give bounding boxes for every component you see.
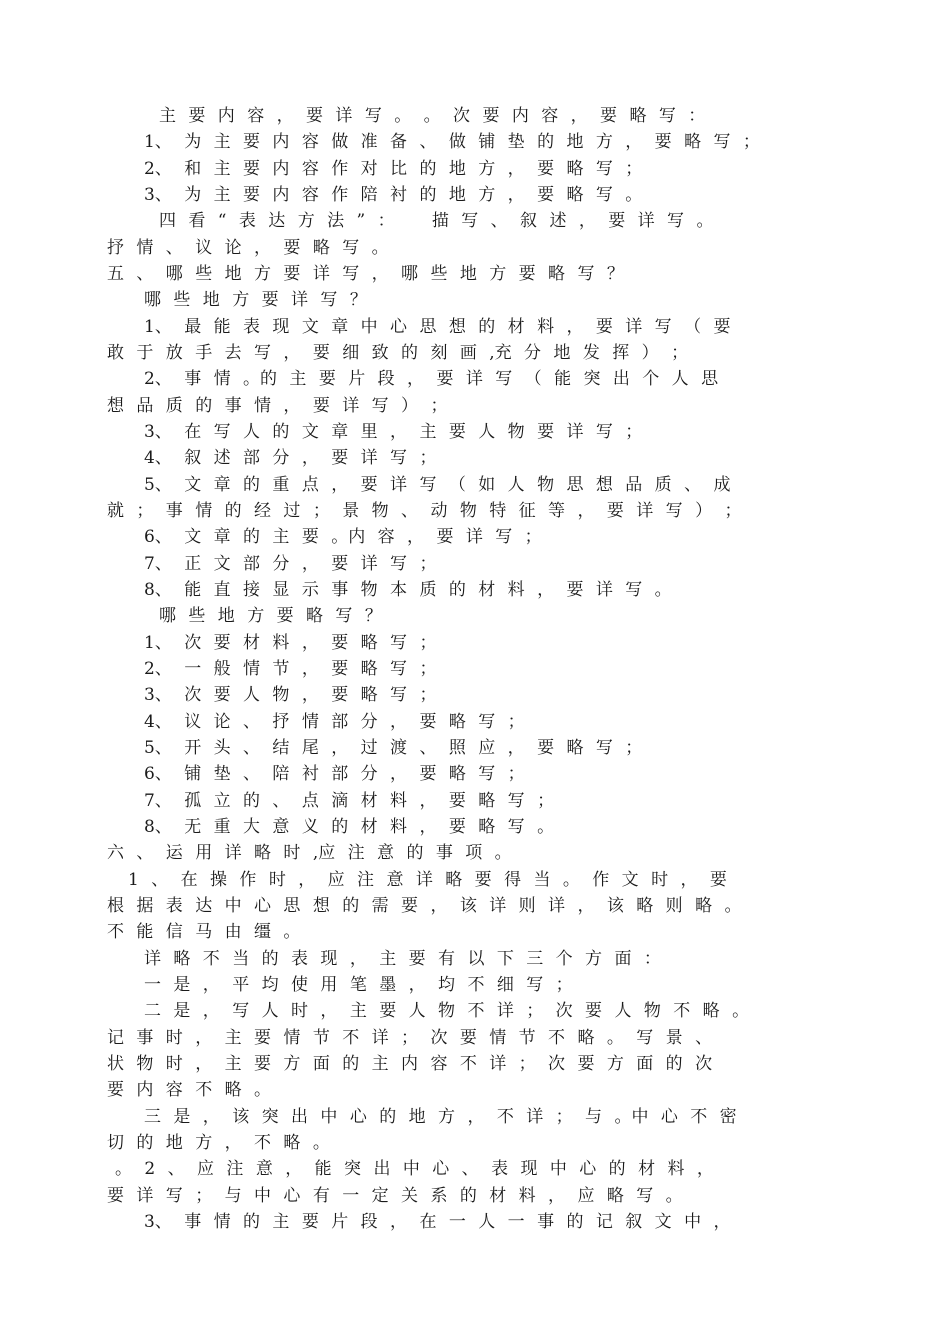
text-line: 3、 在 写 人 的 文 章 里 ， 主 要 人 物 要 详 写 ； xyxy=(144,422,643,442)
text-line: 状 物 时 ， 主 要 方 面 的 主 内 容 不 详 ； 次 要 方 面 的 次 xyxy=(107,1054,713,1074)
text-line: 一 是 ， 平 均 使 用 笔 墨 ， 均 不 细 写 ； xyxy=(144,975,573,995)
text-line: 4、 议 论 、 抒 情 部 分 ， 要 略 写 ； xyxy=(144,712,525,732)
text-line: 主 要 内 容 ， 要 详 写 。 。 次 要 内 容 ， 要 略 写 ： xyxy=(159,106,706,126)
text-line: 5、 文 章 的 重 点 ， 要 详 写 （ 如 人 物 思 想 品 质 、 成 xyxy=(144,475,731,495)
text-line: 8、 能 直 接 显 示 事 物 本 质 的 材 料 ， 要 详 写 。 xyxy=(144,580,672,600)
section-heading: 五 、 哪 些 地 方 要 详 写 ， 哪 些 地 方 要 略 写 ？ xyxy=(107,264,624,284)
text-line: 敢 于 放 手 去 写 ， 要 细 致 的 刻 画 ,充 分 地 发 挥 ） ； xyxy=(107,343,689,363)
subsection-heading: 哪 些 地 方 要 略 写 ？ xyxy=(159,606,382,626)
text-line: 要 内 容 不 略 。 xyxy=(107,1080,272,1100)
text-line: 2、 和 主 要 内 容 作 对 比 的 地 方 ， 要 略 写 ； xyxy=(144,159,643,179)
text-line: 根 据 表 达 中 心 思 想 的 需 要 ， 该 详 则 详 ， 该 略 则 略 。 xyxy=(107,896,742,916)
text-line: 3、 事 情 的 主 要 片 段 ， 在 一 人 一 事 的 记 叙 文 中 ， xyxy=(144,1212,731,1232)
text-line: 3、 为 主 要 内 容 作 陪 衬 的 地 方 ， 要 略 写 。 xyxy=(144,185,643,205)
text-line: 1、 为 主 要 内 容 做 准 备 、 做 铺 垫 的 地 方 ， 要 略 写 ； xyxy=(144,132,760,152)
text-line: 二 是 ， 写 人 时 ， 主 要 人 物 不 详 ； 次 要 人 物 不 略 。 xyxy=(144,1001,750,1021)
text-line: 1、 最 能 表 现 文 章 中 心 思 想 的 材 料 ， 要 详 写 （ 要 xyxy=(144,317,731,337)
text-line: 4、 叙 述 部 分 ， 要 详 写 ； xyxy=(144,448,437,468)
text-line: 要 详 写 ； 与 中 心 有 一 定 关 系 的 材 料 ， 应 略 写 。 xyxy=(107,1186,683,1206)
section-heading: 六 、 运 用 详 略 时 ,应 注 意 的 事 项 。 xyxy=(107,843,512,863)
text-line: 2、 一 般 情 节 ， 要 略 写 ； xyxy=(144,659,437,679)
text-line: 7、 孤 立 的 、 点 滴 材 料 ， 要 略 写 ； xyxy=(144,791,555,811)
text-line: 6、 文 章 的 主 要 。内 容 ， 要 详 写 ； xyxy=(144,527,542,547)
text-line: 三 是 ， 该 突 出 中 心 的 地 方 ， 不 详 ； 与 。中 心 不 密 xyxy=(144,1107,737,1127)
text-line: 就 ； 事 情 的 经 过 ； 景 物 、 动 物 特 征 等 ， 要 详 写 ） ； xyxy=(107,501,742,521)
text-line: 5、 开 头 、 结 尾 ， 过 渡 、 照 应 ， 要 略 写 ； xyxy=(144,738,643,758)
text-line: 1、 次 要 材 料 ， 要 略 写 ； xyxy=(144,633,437,653)
text-line: 四 看 “ 表 达 方 法 ” ： 描 写 、 叙 述 ， 要 详 写 。 xyxy=(159,211,714,231)
text-line: 想 品 质 的 事 情 ， 要 详 写 ） ； xyxy=(107,396,448,416)
text-line: 2、 事 情 。的 主 要 片 段 ， 要 详 写 （ 能 突 出 个 人 思 xyxy=(144,369,719,389)
text-line: 7、 正 文 部 分 ， 要 详 写 ； xyxy=(144,554,437,574)
text-line: 详 略 不 当 的 表 现 ， 主 要 有 以 下 三 个 方 面 ： xyxy=(144,949,661,969)
text-line: 。 2 、 应 注 意 ， 能 突 出 中 心 、 表 现 中 心 的 材 料 ， xyxy=(115,1159,714,1179)
text-line: 不 能 信 马 由 缰 。 xyxy=(107,922,301,942)
text-line: 3、 次 要 人 物 ， 要 略 写 ； xyxy=(144,685,437,705)
text-line: 1 、 在 操 作 时 ， 应 注 意 详 略 要 得 当 。 作 文 时 ， 要 xyxy=(128,870,727,890)
subsection-heading: 哪 些 地 方 要 详 写 ？ xyxy=(144,290,367,310)
text-line: 8、 无 重 大 意 义 的 材 料 ， 要 略 写 。 xyxy=(144,817,555,837)
text-line: 6、 铺 垫 、 陪 衬 部 分 ， 要 略 写 ； xyxy=(144,764,525,784)
text-line: 抒 情 、 议 论 ， 要 略 写 。 xyxy=(107,238,389,258)
text-line: 切 的 地 方 ， 不 略 。 xyxy=(107,1133,330,1153)
text-line: 记 事 时 ， 主 要 情 节 不 详 ； 次 要 情 节 不 略 。 写 景 、 xyxy=(107,1028,713,1048)
